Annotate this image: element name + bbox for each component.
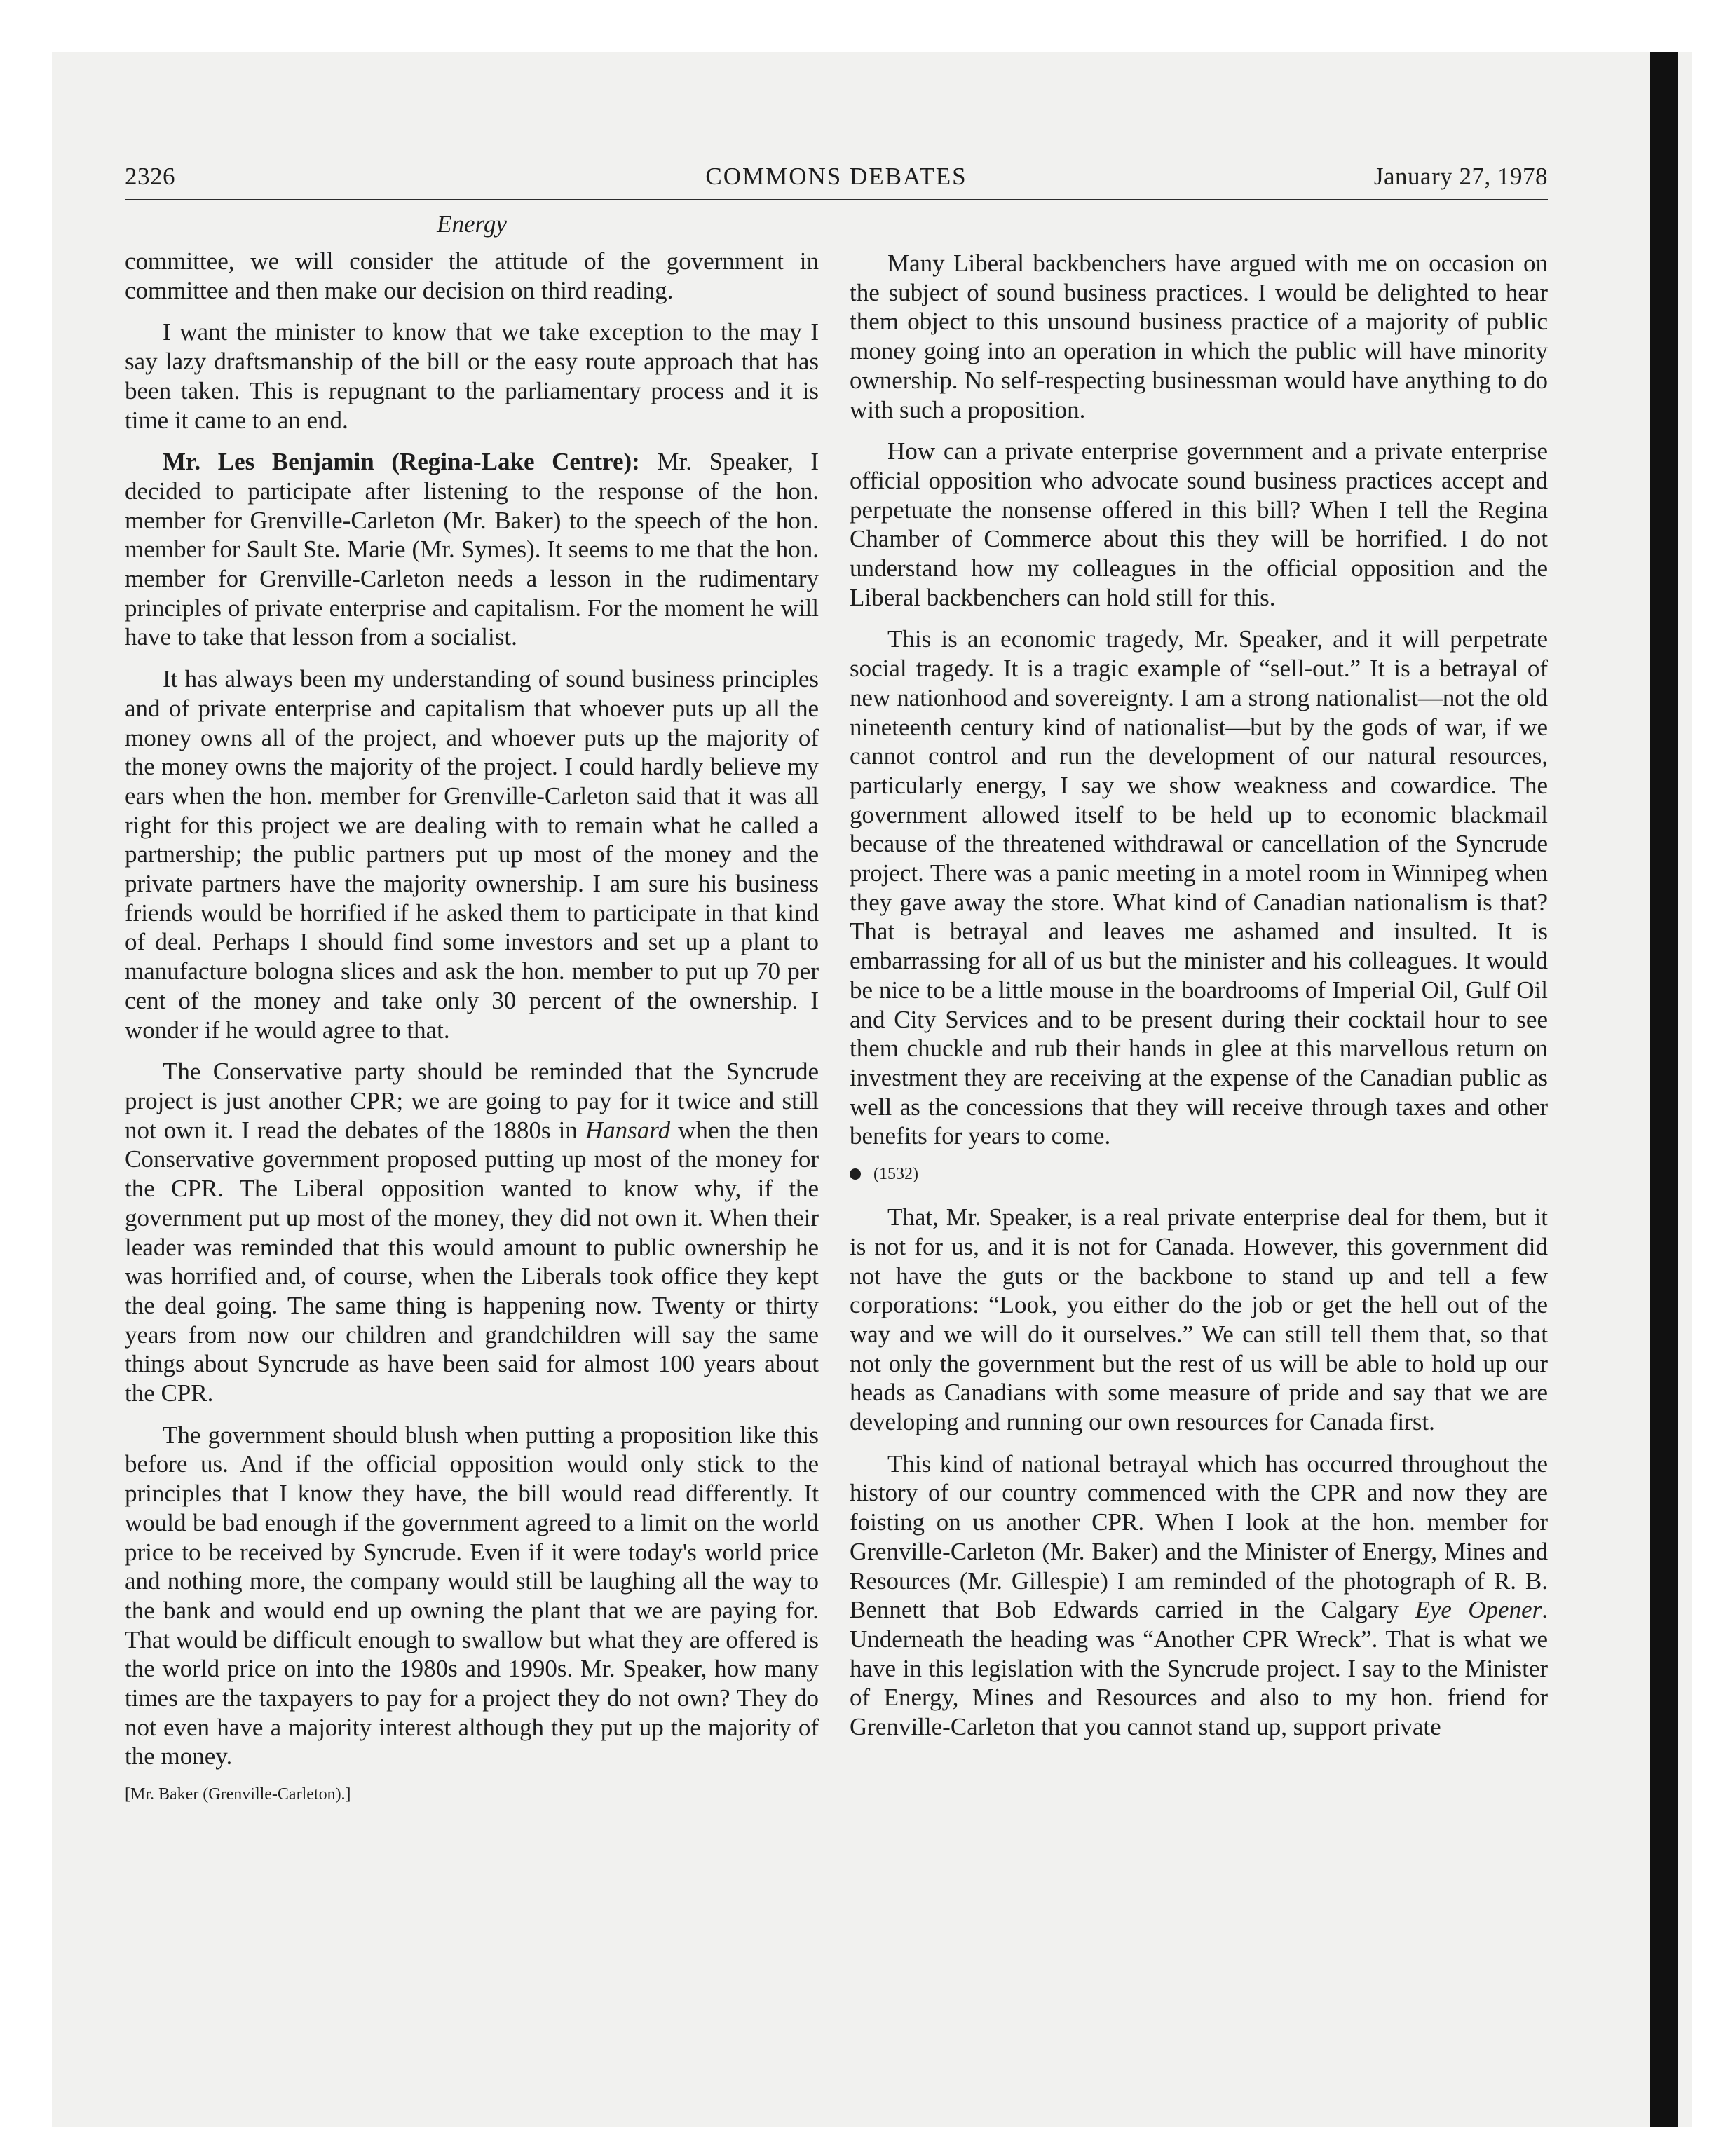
publication-name: Eye Opener bbox=[1415, 1596, 1542, 1624]
text-run: when the then Conservative government proposed putting up most of the money for the CPR. The Liberal opposition wanted to know why, if the government put up most of the money, they did not own it. When their leader was reminded that this would amount to public ownership he was horrified and, of course, when the Liberals took office they kept the deal going. The same thing is happening now. Twenty or thirty years from now our children and grandchildren will say the same things about Syncrude as have been said for almost 100 years about the CPR. bbox=[125, 1116, 819, 1407]
paragraph: Many Liberal backbenchers have argued with me on occasion on the subject of sound business practices. I would be delighted to hear them object to this unsound business practice of a majority of public money going into an operation in which the public will have minority ownership. No self-respecting businessman would have anything to do with such a proposition. bbox=[850, 250, 1548, 423]
scan-edge-shadow bbox=[1650, 52, 1678, 2127]
text-run: This kind of national betrayal which has occurred throughout the history of our country commenced with the CPR and now they are foisting on us another CPR. When I look at the hon. member for Grenville-Carleton (Mr. Baker) and the Minister of Energy, Mines and Resources (Mr. Gillespie) I am reminded of the photograph of R. B. Bennett that Bob Edwards carried in the Calgary bbox=[850, 1449, 1548, 1624]
publication-title: COMMONS DEBATES bbox=[705, 163, 967, 190]
paragraph bbox=[125, 1057, 819, 1407]
bullet-icon bbox=[850, 1168, 861, 1180]
text-run: The Conservative party should be reminded that the Syncrude project is just another CPR; we are going to pay for it twice and still not own it. I read the debates of the 1880s in bbox=[125, 1058, 819, 1144]
paragraph: That, Mr. Speaker, is a real private enterprise deal for them, but it is not for us, and it is not for Canada. However, this government did not have the guts or the backbone to stand up and tell a few corporations: “Look, you either do the job or get the hell out of the way and we will do it ourselves.” We can still tell them that, so that not only the government but the rest of us will be able to hold up our heads as Canadians with some measure of pride and say that we are developing and running our own resources for Canada first. bbox=[850, 1203, 1548, 1436]
left-column bbox=[125, 247, 819, 1805]
paragraph: committee, we will consider the attitude of the government in committee and then make our decision on third reading. bbox=[125, 247, 819, 304]
time-marker bbox=[850, 1164, 1548, 1185]
page-number: 2326 bbox=[125, 163, 175, 190]
speech-text: Mr. Speaker, I decided to participate after listening to the response of the hon. member for Grenville-Carleton (Mr. Baker) to the speech of the hon. member for Sault Ste. Marie (Mr. Symes). It seems to me that the hon. member for Grenville-Carleton needs a lesson in the rudimentary principles of private enterprise and capitalism. For the moment he will have to take that lesson from a socialist. bbox=[125, 448, 819, 651]
speech-paragraph bbox=[125, 447, 819, 652]
paragraph: I want the minister to know that we take exception to the may I say lazy draftsmanship of the bill or the easy route approach that has been taken. This is repugnant to the parliamentary process and it is time it came to an end. bbox=[125, 318, 819, 434]
subject-heading: Energy bbox=[437, 210, 507, 238]
header-rule bbox=[125, 199, 1548, 200]
paragraph bbox=[850, 1449, 1548, 1742]
issue-date: January 27, 1978 bbox=[1373, 163, 1548, 190]
speaker-name: Mr. Les Benjamin (Regina-Lake Centre): bbox=[163, 448, 640, 476]
paragraph: This is an economic tragedy, Mr. Speaker, and it will perpetrate social tragedy. It is a tragic example of “sell-out.” It is a betrayal of new nationhood and sovereignty. I am a strong nationalist—not the old nineteenth century kind of nationalist—but by the gods of war, if we cannot control and run the development of our natural resources, particularly energy, I say we show weakness and cowardice. The government allowed itself to be held up to economic blackmail because of the threatened withdrawal or cancellation of the Syncrude project. There was a panic meeting in a motel room in Winnipeg when they gave away the store. What kind of Canadian nationalism is that? That is betrayal and leaves me ashamed and insulted. It is embarrassing for all of us but the minister and his colleagues. It would be nice to be a little mouse in the boardrooms of Imperial Oil, Gulf Oil and City Services and to be present during their cocktail hour to see them chuckle and rub their hands in glee at this marvellous return on investment they are receiving at the expense of the Canadian public as well as the concessions that they will receive through taxes and other benefits for years to come. bbox=[850, 625, 1548, 1150]
publication-name: Hansard bbox=[585, 1116, 671, 1144]
paragraph: It has always been my understanding of sound business principles and of private enterprise and capitalism that whoever puts up all the money owns all of the project, and whoever puts up the majority of the money owns the majority of the project. I could hardly believe my ears when the hon. member for Grenville-Carleton said that it was all right for this project we are dealing with to remain what he called a partnership; the public partners put up most of the money and the private partners have the majority ownership. I am sure his business friends would be horrified if he asked them to participate in that kind of deal. Perhaps I should find some investors and set up a plant to manufacture bologna slices and ask the hon. member to put up 70 per cent of the money and take only 30 percent of the ownership. I wonder if he would agree to that. bbox=[125, 665, 819, 1044]
running-header bbox=[125, 163, 1548, 196]
text-run: . Underneath the heading was “Another CPR Wreck”. That is what we have in this legislation with the Syncrude project. I say to the Minister of Energy, Mines and Resources and also to my hon. friend for Grenville-Carleton that you cannot stand up, support private bbox=[850, 1596, 1548, 1741]
paragraph: The government should blush when putting a proposition like this before us. And if the official opposition would only stick to the principles that I know they have, the bill would read differently. It would be bad enough if the government agreed to a limit on the world price to be received by Syncrude. Even if it were today's world price and nothing more, the company would still be laughing all the way to the bank and would end up owning the plant that we are paying for. That would be difficult enough to swallow but what they are offered is the world price on into the 1980s and 1990s. Mr. Speaker, how many times are the taxpayers to pay for a project they do not own? They do not even have a majority interest although they put up the majority of the money. bbox=[125, 1421, 819, 1770]
paragraph: How can a private enterprise government and a private enterprise official opposition who advocate sound business practices accept and perpetuate the nonsense offered in this bill? When I tell the Regina Chamber of Commerce about this they will be horrified. I do not understand how my colleagues in the official opposition and the Liberal backbenchers can hold still for this. bbox=[850, 437, 1548, 611]
time-marker-label: (1532) bbox=[873, 1165, 918, 1184]
speaker-attribution: [Mr. Baker (Grenville-Carleton).] bbox=[125, 1785, 351, 1804]
right-column bbox=[850, 249, 1548, 1754]
